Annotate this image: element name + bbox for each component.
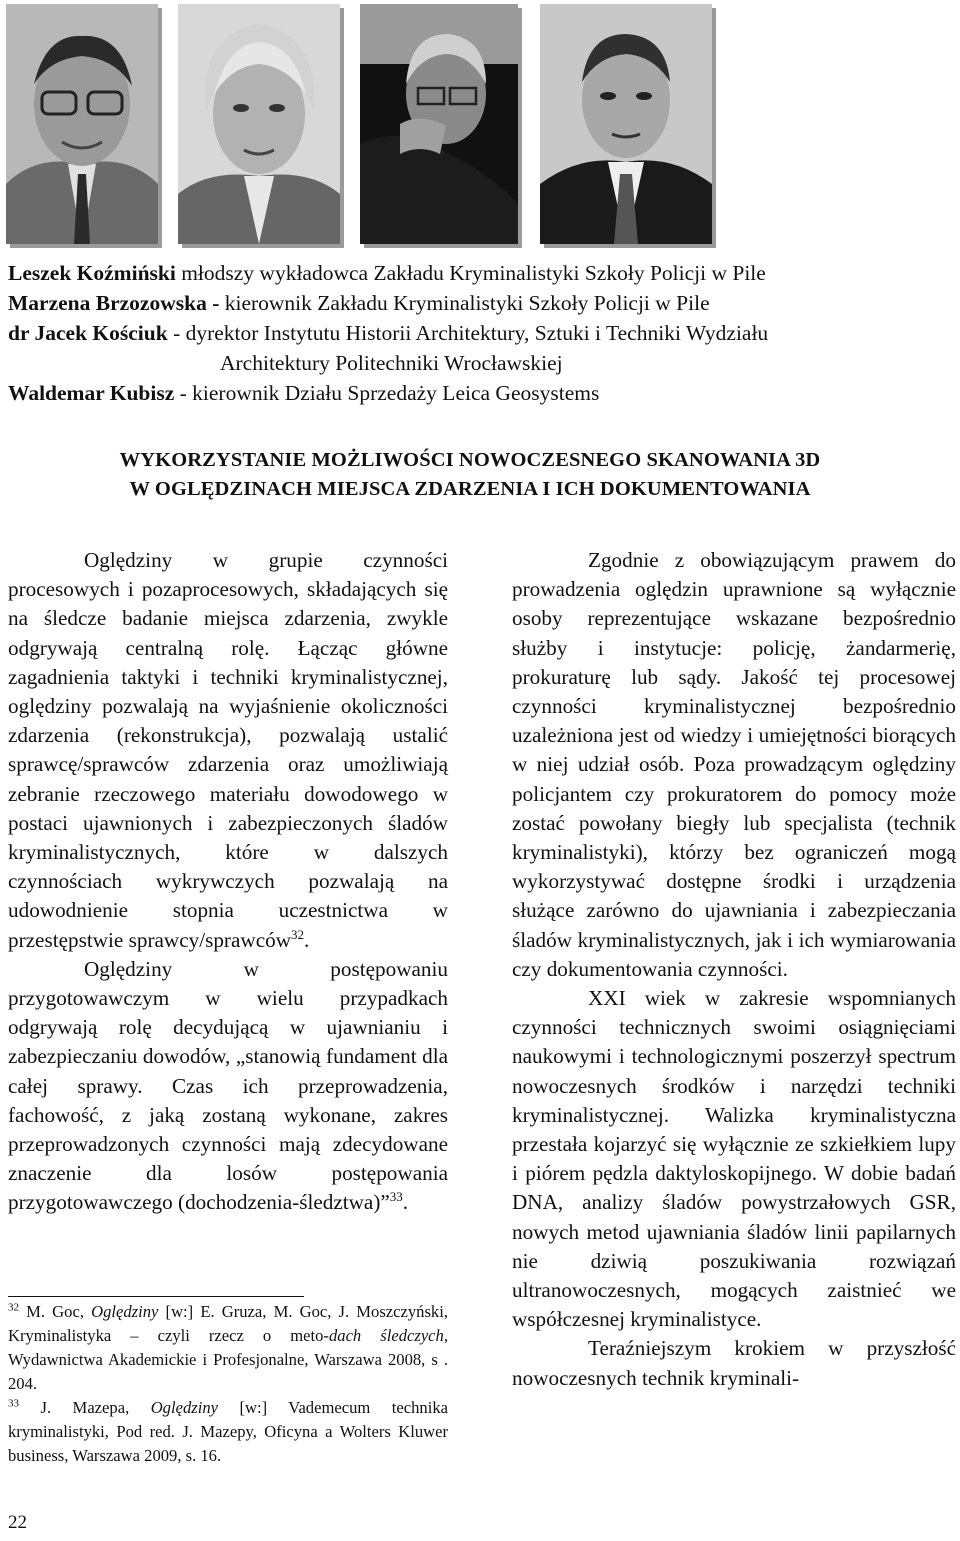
footnote-italic: dach śledczych xyxy=(328,1326,444,1345)
title-line-1: WYKORZYSTANIE MOŻLIWOŚCI NOWOCZESNEGO SKANOWANIA 3D xyxy=(119,449,821,471)
paragraph-text: Oględziny w postępowaniu przygotowawczym w wielu przypadkach odgrywają rolę decydującą w ujawnianiu i zabezpieczaniu dowodów, „stanowią fundament dla całej sprawy. Czas ich przeprowadzenia, fachowość, z jaką zostaną wykonane, zakres przeprowadzonych czynności mają zdecydowane znaczenie dla losów postępowania przygotowawczego (dochodzenia-śledztwa)” xyxy=(8,956,448,1215)
photo-jacek-kosciuk xyxy=(360,4,518,244)
paragraph-text: Oględziny w grupie czynności procesowych i pozaprocesowych, składających się na śledcze badanie miejsca zdarzenia, zwykle odgrywają centralną rolę. Łącząc główne zagadnienia taktyki i techniki kryminalistycznej, oględziny pozwalają na wyjaśnienie okoliczności zdarzenia (rekonstrukcja), pozwalają ustalić sprawcę/sprawców zdarzenia oraz umożliwiają zebranie rzeczowego materiału dowodowego w postaci ujawnionych i zabezpieczonych śladów kryminalistycznych, które w dalszych czynnościach wykrywczych pozwalają na udowodnienie stopnia uczestnictwa w przestępstwie sprawcy/sprawców xyxy=(8,548,448,952)
photo-marzena-brzozowska xyxy=(178,4,340,244)
paragraph: XXI wiek w zakresie wspomnianych czynności technicznych swoimi osiągnięciami naukowymi i technologicznymi poszerzył spectrum nowoczesnych środków i narzędzi techniki kryminalistycznej. Walizka kryminalistyczna przestała kojarzyć się wyłącznie ze szkiełkiem lupy i piórem pędzla daktyloskopijnego. W dobie badań DNA, analizy śladów powystrzałowych GSR, nowych metod ujawniania śladów linii papilarnych nie dziwią poszukiwania rozwiązań ultranowoczesnych, mogących zaistnieć we współczesnej kryminalistyce. xyxy=(512,986,956,1332)
author-role: - dyrektor Instytutu Historii Architektury, Sztuki i Techniki Wydziału xyxy=(167,321,769,345)
author-line xyxy=(8,258,928,288)
author-name: Leszek Koźmiński xyxy=(8,261,176,285)
footnote-ref[interactable]: 33 xyxy=(389,1189,403,1205)
authors-list xyxy=(8,258,928,408)
footnote-text: J. Mazepa, xyxy=(19,1398,151,1417)
author-role-continued: Architektury Politechniki Wrocławskiej xyxy=(220,351,563,375)
author-name: Marzena Brzozowska - xyxy=(8,291,220,315)
author-role: - kierownik Działu Sprzedaży Leica Geosystems xyxy=(174,381,600,405)
paragraph xyxy=(8,955,448,1218)
paragraph-end: . xyxy=(402,1190,409,1215)
footnote-text: [w:] Vademecum technika kryminalistyki, Pod red. J. Mazepy, Oficyna a Wolters Kluwer business, Warszawa 2009, s. 16. xyxy=(8,1398,448,1465)
footnote xyxy=(8,1396,448,1468)
author-line xyxy=(8,288,928,318)
photo-leszek-kozminski xyxy=(6,4,158,244)
footnote-italic: Oględziny xyxy=(150,1398,218,1417)
footnote-italic: Oględziny xyxy=(91,1302,159,1321)
paragraph: Zgodnie z obowiązującym prawem do prowadzenia oględzin uprawnione są wyłącznie osoby reprezentujące wskazane bezpośrednio służby i instytucje: policję, żandarmerię, prokuraturę lub sądy. Jakość tej procesowej czynności kryminalistycznej bezpośrednio uzależniona jest od wiedzy i umiejętności biorących w niej udział osób. Poza prowadzącym oględziny policjantem czy prokuratorem do pomocy może zostać powołany biegły lub specjalista (technik kryminalistyki), którzy bez ograniczeń mogą wykorzystywać dostępne środki i urządzenia służące zarówno do ujawniania i zabezpieczania śladów kryminalistycznych, jak i ich wymiarowania czy dokumentowania czynności. xyxy=(512,548,956,981)
photo-waldemar-kubisz xyxy=(540,4,712,244)
footnote-ref[interactable]: 32 xyxy=(291,926,304,942)
author-line xyxy=(8,318,928,348)
paragraph-end: . xyxy=(304,927,310,952)
article-title xyxy=(0,446,940,504)
author-line xyxy=(8,378,928,408)
footnote-text: , Wydawnictwa Akademickie i Profesjonalne, Warszawa 2008, s . 204. xyxy=(8,1326,448,1393)
paragraph: Teraźniejszym krokiem w przyszłość nowoczesnych technik kryminali- xyxy=(512,1336,956,1390)
footnote-text: [w:] E. Gruza, M. Goc, J. Moszczyński, Kryminalistyka – czyli rzecz o meto- xyxy=(8,1302,448,1345)
footnote-number: 33 xyxy=(8,1397,19,1410)
title-line-2: W OGLĘDZINACH MIEJSCA ZDARZENIA I ICH DOKUMENTOWANIA xyxy=(129,478,811,500)
footnote-number: 32 xyxy=(8,1301,19,1314)
footnote-separator xyxy=(8,1296,304,1297)
author-role: kierownik Zakładu Kryminalistyki Szkoły Policji w Pile xyxy=(219,291,710,315)
author-name: dr Jacek Kościuk xyxy=(8,321,168,345)
page-number: 22 xyxy=(8,1512,27,1533)
right-column xyxy=(512,546,956,1393)
footnote-text: M. Goc, xyxy=(19,1302,92,1321)
footnote xyxy=(8,1300,448,1396)
left-column xyxy=(8,546,448,1218)
paragraph xyxy=(8,546,448,955)
author-role: młodszy wykładowca Zakładu Kryminalistyki Szkoły Policji w Pile xyxy=(175,261,766,285)
author-name: Waldemar Kubisz xyxy=(8,381,175,405)
footnotes xyxy=(8,1300,448,1468)
